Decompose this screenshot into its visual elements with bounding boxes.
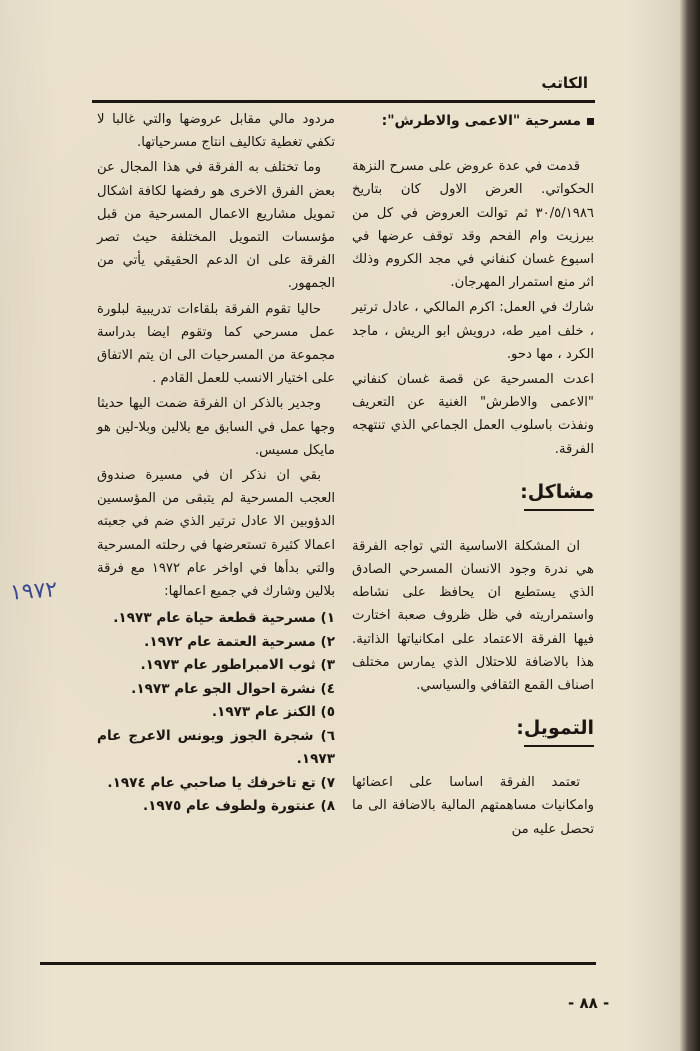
handwritten-annotation: ١٩٧٢ xyxy=(9,577,59,606)
play-subheading-text: مسرحية "الاعمى والاطرش": xyxy=(381,113,581,129)
bullet-icon xyxy=(587,118,594,125)
paragraph: ان المشكلة الاساسية التي تواجه الفرقة هي ندرة وجود الانسان المسرحي الصادق الذي يستطيع ان يحافظ على نشاطه واستمراريته في ظل ظروف صعبة اختارت فيها الفرقة الاعتماد على امكانياتها الذاتية. هذا بالاضافة للاحتلال الذي يمارس مختلف اصناف القمع الثقافي والسياسي. xyxy=(352,538,594,694)
page-number: - ٨٨ - xyxy=(568,994,610,1012)
paragraph: مردود مالي مقابل عروضها والتي غالبا لا تكفي تغطية تكاليف انتاج مسرحياتها. xyxy=(97,112,335,151)
book-edge-shadow xyxy=(680,0,700,1051)
paragraph: حاليا تقوم الفرقة بلقاءات تدريبية لبلورة عمل مسرحي كما وتقوم ايضا بدراسة مجموعة من المسرحيات الى ان يتم الاتفاق على اختيار الانسب للعمل القادم . xyxy=(97,301,335,387)
paragraph: بقي ان نذكر ان في مسيرة صندوق العجب المسرحية لم يتبقى من المؤسسين الدؤوبين الا عادل ترتير الذي ضم في جعبته اعمالا كثيرة تستعرضها في رحلته المسرحية والتي بدأها في اواخر عام ١٩٧٢ مع فرقة بلالين وشارك في جميع اعمالها: xyxy=(97,468,336,600)
list-item: ٦) شجرة الجوز ويونس الاعرج عام ١٩٧٣. xyxy=(97,727,335,768)
right-column xyxy=(352,110,594,843)
funding-heading: التمويل: xyxy=(524,715,594,747)
list-item: ٨) عنتورة ولطوف عام ١٩٧٥. xyxy=(142,798,335,815)
list-item: ١) مسرحية قطعة حياة عام ١٩٧٣. xyxy=(113,610,335,627)
problems-heading: مشاكل: xyxy=(524,479,594,511)
list-item: ٥) الكنز عام ١٩٧٣. xyxy=(211,704,335,721)
paragraph: اعدت المسرحية عن قصة غسان كنفاني "الاعمى والاطرش" الغنية عن التعريف ونفذت باسلوب العمل الجماعي الذي تنتهجه الفرقة. xyxy=(352,372,594,457)
paragraph: شارك في العمل: اكرم المالكي ، عادل ترتير ، خلف امير طه، درويش ابو الريش ، ماجد الكرد ، مها دحو. xyxy=(352,300,594,362)
paragraph: وما تختلف به الفرقة في هذا المجال عن بعض الفرق الاخرى هو رفضها لكافة اشكال تمويل مشاريع الاعمال المسرحية من قبل مؤسسات التمويل المختلفة حيث تصر الفرقة على ان الدعم الحقيقي يأتي من الجمهور. xyxy=(97,160,335,292)
paragraph: قدمت في عدة عروض على مسرح النزهة الحكواتي. العرض الاول كان بتاريخ ٣٠/٥/١٩٨٦ ثم توالت العروض في كل من بيرزيت وام الفحم وقد توقف عرضها في اسبوع غسان كنفاني في مجد الكروم وذلك اثر منع استمرار المهرجان. xyxy=(352,159,594,291)
list-item: ٢) مسرحية العتمة عام ١٩٧٢. xyxy=(144,633,335,650)
paragraph: تعتمد الفرقة اساسا على اعضائها وامكانيات مساهمتهم المالية بالاضافة الى ما تحصل عليه من xyxy=(352,775,594,837)
list-item: ٤) نشرة احوال الجو عام ١٩٧٣. xyxy=(131,680,335,697)
list-item: ٣) ثوب الامبراطور عام ١٩٧٣. xyxy=(140,657,335,674)
left-column xyxy=(97,108,335,819)
play-subheading xyxy=(352,110,594,133)
header-rule xyxy=(92,100,595,103)
page-header-title: الكاتب xyxy=(541,74,588,92)
list-item: ٧) تع تاخرفك يا صاحبي عام ١٩٧٤. xyxy=(107,774,335,791)
paragraph: وجدير بالذكر ان الفرقة ضمت اليها حديثا وجها عمل في السابق مع بلالين وبلا-لين هو مايكل مسيس. xyxy=(97,396,335,458)
works-list xyxy=(97,607,335,819)
footer-rule xyxy=(40,962,596,965)
